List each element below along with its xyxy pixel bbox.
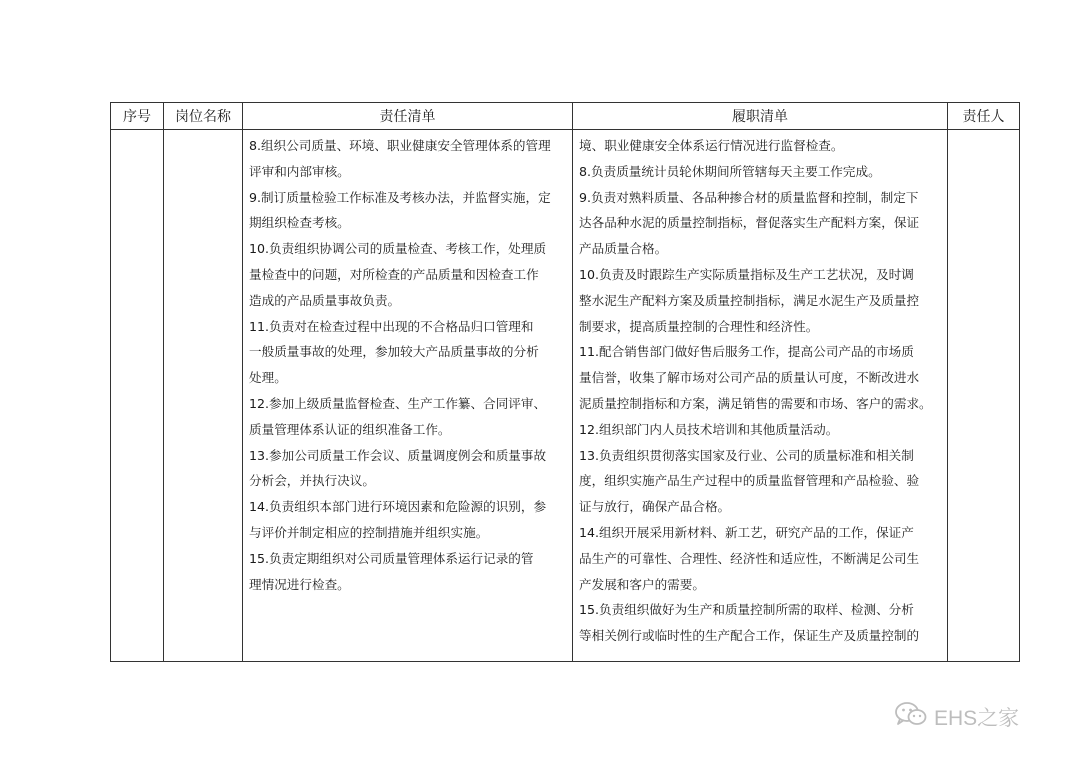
responsibility-line: 量检查中的问题，对所检查的产品质量和因检查工作 (249, 266, 539, 282)
performance-line: 9.负责对熟料质量、各品种掺合材的质量监督和控制，制定下 (579, 189, 919, 205)
header-performance-list: 履职清单 (573, 103, 948, 130)
cell-performance-list (573, 130, 948, 662)
cell-responsibility-list (243, 130, 573, 662)
performance-line: 境、职业健康安全体系运行情况进行监督检查。 (579, 138, 844, 153)
responsibility-table (110, 102, 1020, 662)
performance-line: 产发展和客户的需要。 (579, 576, 705, 592)
cell-serial (111, 130, 164, 662)
performance-line: 品生产的可靠性、合理性、经济性和适应性，不断满足公司生 (579, 550, 920, 566)
performance-line: 整水泥生产配料方案及质量控制指标，满足水泥生产及质量控 (579, 292, 920, 308)
performance-line: 证与放行，确保产品合格。 (579, 499, 731, 515)
cell-position (164, 130, 243, 662)
performance-line: 14.组织开展采用新材料、新工艺，研究产品的工作，保证产 (579, 524, 914, 540)
responsibility-line: 期组织检查考核。 (249, 215, 350, 231)
responsibility-line: 10.负责组织协调公司的质量检查、考核工作，处理质 (249, 241, 547, 257)
performance-line: 12.组织部门内人员技术培训和其他质量活动。 (579, 421, 839, 437)
performance-line: 制要求，提高质量控制的合理性和经济性。 (579, 318, 819, 334)
performance-line: 10.负责及时跟踪生产实际质量指标及生产工艺状况，及时调 (579, 266, 914, 282)
responsibility-line: 13.参加公司质量工作会议、质量调度例会和质量事故 (249, 447, 547, 463)
performance-line: 11.配合销售部门做好售后服务工作，提高公司产品的市场质 (579, 344, 914, 360)
responsibility-line: 15.负责定期组织对公司质量管理体系运行记录的管 (249, 550, 534, 566)
responsibility-line: 8.组织公司质量、环境、职业健康安全管理体系的管理 (249, 138, 551, 153)
responsibility-line: 14.负责组织本部门进行环境因素和危险源的识别，参 (249, 499, 547, 515)
cell-responsible-person (948, 130, 1020, 662)
performance-line: 8.负责质量统计员轮休期间所管辖每天主要工作完成。 (579, 163, 881, 179)
header-responsibility-list: 责任清单 (243, 103, 573, 130)
responsibility-line: 造成的产品质量事故负责。 (249, 292, 401, 308)
table-header-row (111, 103, 1020, 130)
responsibility-line: 处理。 (249, 370, 287, 386)
responsibility-line: 一般质量事故的处理，参加较大产品质量事故的分析 (249, 344, 539, 360)
header-serial: 序号 (111, 103, 164, 130)
responsibility-line: 理情况进行检查。 (249, 576, 350, 592)
responsibility-line: 12.参加上级质量监督检查、生产工作纂、合同评审、 (249, 395, 547, 411)
watermark-text: EHS之家 (934, 707, 1020, 730)
performance-text (573, 130, 947, 649)
responsibility-line: 11.负责对在检查过程中出现的不合格品归口管理和 (249, 318, 534, 334)
header-position: 岗位名称 (164, 103, 243, 130)
performance-line: 15.负责组织做好为生产和质量控制所需的取样、检测、分析 (579, 602, 914, 618)
performance-line: 产品质量合格。 (579, 241, 668, 257)
performance-line: 泥质量控制指标和方案，满足销售的需要和市场、客户的需求。 (579, 395, 932, 411)
performance-line: 13.负责组织贯彻落实国家及行业、公司的质量标准和相关制 (579, 447, 914, 463)
header-responsible-person: 责任人 (948, 103, 1020, 130)
performance-line: 度，组织实施产品生产过程中的质量监督管理和产品检验、验 (579, 473, 920, 489)
table-row (111, 130, 1020, 662)
performance-line: 等相关例行或临时性的生产配合工作，保证生产及质量控制的 (579, 628, 920, 644)
responsibility-line: 评审和内部审核。 (249, 163, 350, 179)
performance-line: 量信誉，收集了解市场对公司产品的质量认可度，不断改进水 (579, 370, 920, 386)
responsibility-line: 分析会，并执行决议。 (249, 473, 375, 489)
wechat-icon (894, 700, 928, 734)
responsibility-line: 质量管理体系认证的组织准备工作。 (249, 421, 451, 437)
responsibility-text (243, 130, 572, 597)
responsibility-line: 与评价并制定相应的控制措施并组织实施。 (249, 524, 489, 540)
responsibility-line: 9.制订质量检验工作标准及考核办法，并监督实施，定 (249, 189, 551, 205)
performance-line: 达各品种水泥的质量控制指标，督促落实生产配料方案，保证 (579, 215, 920, 231)
watermark (894, 702, 1019, 732)
